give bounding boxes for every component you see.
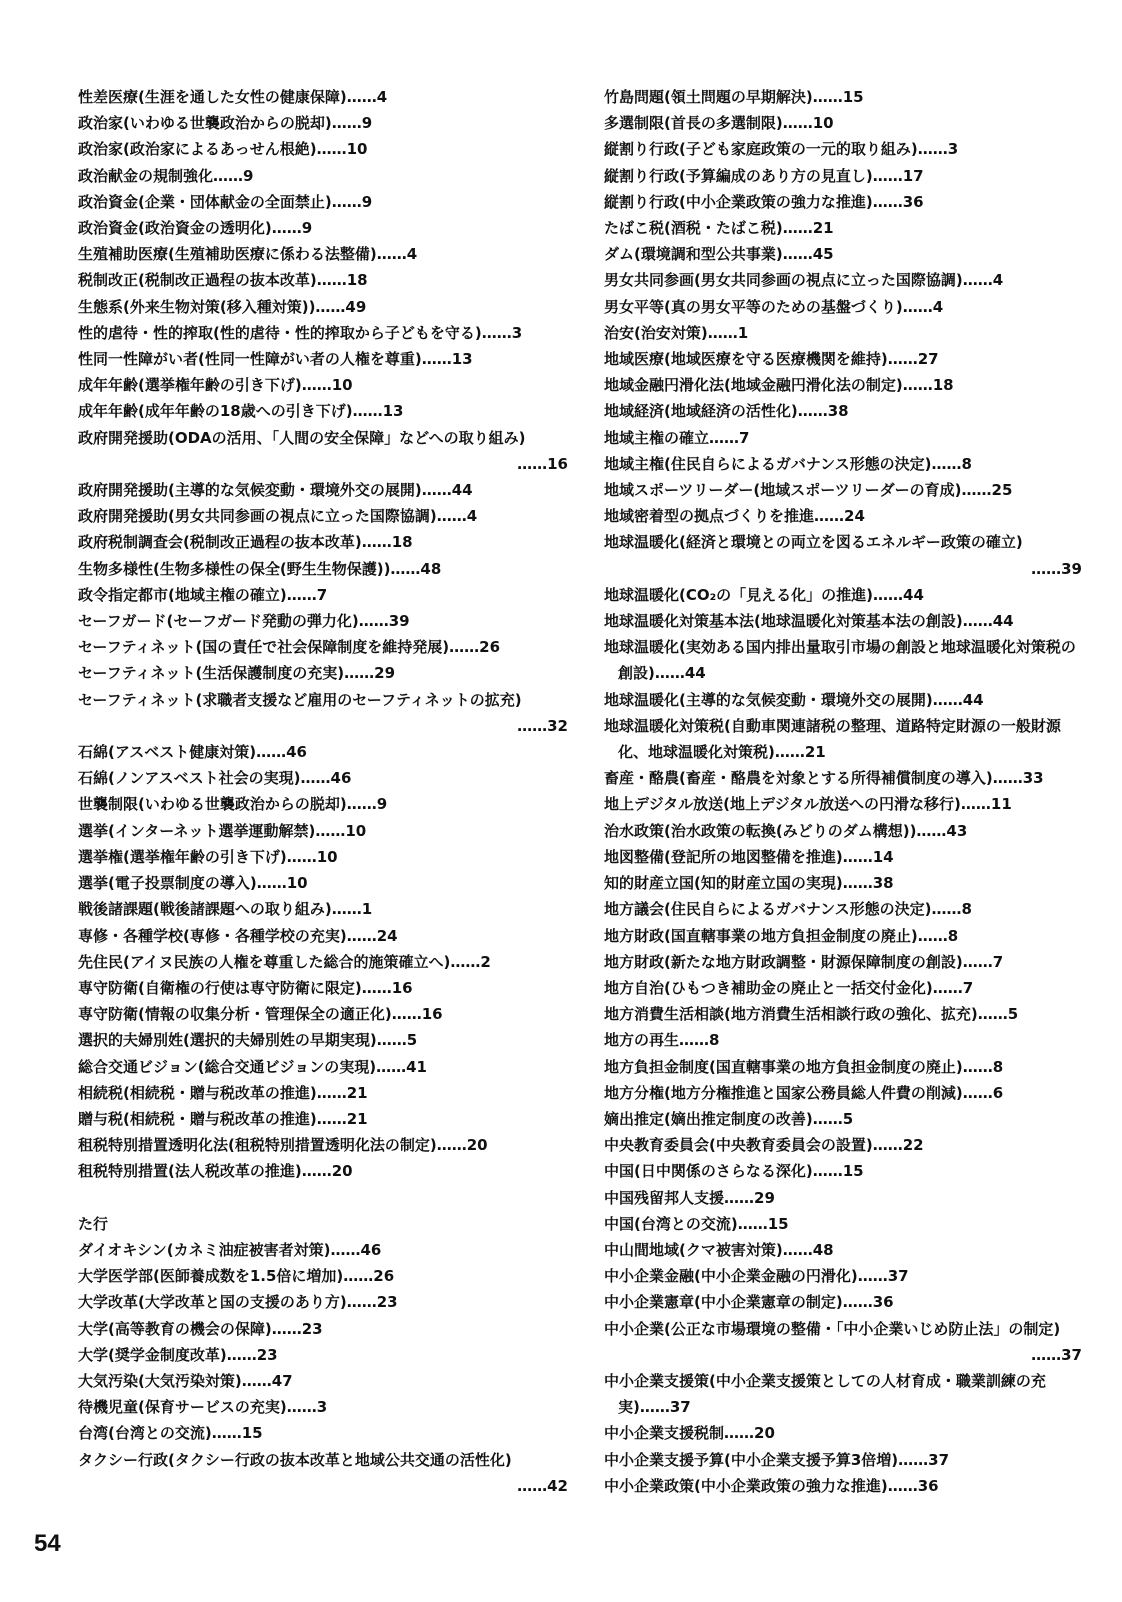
index-entry: 先住民(アイヌ民族の人権を尊重した総合的施策確立へ)……2 xyxy=(78,952,491,971)
index-entry: セーフティネット(国の責任で社会保障制度を維持発展)……26 xyxy=(78,638,501,657)
index-entry: 生態系(外来生物対策(移入種対策))……49 xyxy=(78,297,367,316)
section-heading: た行 xyxy=(78,1214,109,1233)
index-column-right xyxy=(604,84,1082,1499)
index-entry: 待機児童(保育サービスの充実)……3 xyxy=(78,1398,328,1417)
index-entry-group xyxy=(78,477,568,687)
entry-text: セーフティネット(求職者支援など雇用のセーフティネットの拡充) xyxy=(78,690,522,709)
entry-page-ref: ……32 xyxy=(517,716,568,735)
index-entry: 政府開発援助(主導的な気候変動・環境外交の展開)……44 xyxy=(78,481,473,500)
index-entry: ダイオキシン(カネミ油症被害者対策)……46 xyxy=(78,1240,382,1259)
index-entry: 中小企業支援策(中小企業支援策としての人材育成・職業訓練の充実)……37 xyxy=(604,1371,1046,1417)
index-entry: 地方議会(住民自らによるガバナンス形態の決定)……8 xyxy=(604,900,972,919)
index-entry: 中小企業支援税制……20 xyxy=(604,1424,775,1443)
index-entry: 地域医療(地域医療を守る医療機関を維持)……27 xyxy=(604,350,939,369)
index-entry: 政治家(政治家によるあっせん根絶)……10 xyxy=(78,140,368,159)
index-entry: 地方財政(新たな地方財政調整・財源保障制度の創設)……7 xyxy=(604,952,1004,971)
index-entry: 中国(日中関係のさらなる深化)……15 xyxy=(604,1162,864,1181)
index-entry xyxy=(604,529,1082,581)
index-entry: 男女共同参画(男女共同参画の視点に立った国際協調)……4 xyxy=(604,271,1004,290)
index-entry: 竹島問題(領土問題の早期解決)……15 xyxy=(604,88,864,106)
index-entry: 戦後諸課題(戦後諸課題への取り組み)……1 xyxy=(78,900,373,919)
index-entry: 中小企業憲章(中小企業憲章の制定)……36 xyxy=(604,1293,894,1312)
index-column-left xyxy=(78,84,568,1499)
index-entry: 生殖補助医療(生殖補助医療に係わる法整備)……4 xyxy=(78,245,418,264)
index-entry: 成年年齢(成年年齢の18歳への引き下げ)……13 xyxy=(78,402,404,421)
index-entry-group xyxy=(78,1237,568,1447)
index-entry: 大学改革(大学改革と国の支援のあり方)……23 xyxy=(78,1293,398,1312)
index-entry: 性同一性障がい者(性同一性障がい者の人権を尊重)……13 xyxy=(78,350,473,369)
index-entry-group xyxy=(604,1368,1082,1499)
index-entry: 地域密着型の拠点づくりを推進……24 xyxy=(604,507,865,526)
index-entry-group xyxy=(78,84,568,425)
index-entry: 中国残留邦人支援……29 xyxy=(604,1188,775,1207)
index-entry: 中小企業政策(中小企業政策の強力な推進)……36 xyxy=(604,1476,939,1495)
index-entry: 選択的夫婦別姓(選択的夫婦別姓の早期実現)……5 xyxy=(78,1031,418,1050)
index-entry xyxy=(78,425,568,477)
index-entry: 知的財産立国(知的財産立国の実現)……38 xyxy=(604,874,894,893)
index-entry: 政令指定都市(地域主権の確立)……7 xyxy=(78,585,328,604)
index-entry: 専修・各種学校(専修・各種学校の充実)……24 xyxy=(78,926,398,945)
index-entry: 地球温暖化対策税(自動車関連諸税の整理、道路特定財源の一般財源化、地球温暖化対策税)……21 xyxy=(604,716,1061,762)
index-entry: 治安(治安対策)……1 xyxy=(604,323,749,342)
index-entry: 地図整備(登記所の地図整備を推進)……14 xyxy=(604,847,894,866)
index-entry: 政治資金(企業・団体献金の全面禁止)……9 xyxy=(78,192,373,211)
entry-text: 中小企業(公正な市場環境の整備・「中小企業いじめ防止法」の制定) xyxy=(604,1319,1061,1338)
index-entry: 専守防衛(自衛権の行使は専守防衛に限定)……16 xyxy=(78,978,413,997)
index-entry xyxy=(604,1316,1082,1368)
index-entry: 政府開発援助(男女共同参画の視点に立った国際協調)……4 xyxy=(78,507,478,526)
index-entry: 地域主権(住民自らによるガバナンス形態の決定)……8 xyxy=(604,454,972,473)
index-entry: 贈与税(相続税・贈与税改革の推進)……21 xyxy=(78,1109,368,1128)
index-entry: 地域主権の確立……7 xyxy=(604,428,750,447)
index-entry: 性差医療(生涯を通した女性の健康保障)……4 xyxy=(78,88,388,106)
index-entry: 大気汚染(大気汚染対策)……47 xyxy=(78,1371,293,1390)
index-entry: 畜産・酪農(畜産・酪農を対象とする所得補償制度の導入)……33 xyxy=(604,769,1044,788)
index-entry: セーフガード(セーフガード発動の弾力化)……39 xyxy=(78,612,410,631)
index-entry: 大学医学部(医師養成数を1.5倍に増加)……26 xyxy=(78,1267,395,1286)
index-entry: 石綿(アスベスト健康対策)……46 xyxy=(78,743,307,762)
index-entry: 地方自治(ひもつき補助金の廃止と一括交付金化)……7 xyxy=(604,978,974,997)
index-entry: 地方の再生……8 xyxy=(604,1031,720,1050)
index-entry: 地域金融円滑化法(地域金融円滑化法の制定)……18 xyxy=(604,376,954,395)
index-entry: 大学(高等教育の機会の保障)……23 xyxy=(78,1319,323,1338)
index-entry: 中国(台湾との交流)……15 xyxy=(604,1214,789,1233)
index-entry: 中小企業支援予算(中小企業支援予算3倍増)……37 xyxy=(604,1450,950,1469)
entry-page-ref: ……16 xyxy=(517,454,568,473)
index-entry: 台湾(台湾との交流)……15 xyxy=(78,1424,263,1443)
index-entry: 地域経済(地域経済の活性化)……38 xyxy=(604,402,849,421)
index-entry xyxy=(78,1447,568,1499)
index-entry: 選挙(インターネット選挙運動解禁)……10 xyxy=(78,821,367,840)
index-entry: 大学(奨学金制度改革)……23 xyxy=(78,1345,278,1364)
index-entry: セーフティネット(生活保護制度の充実)……29 xyxy=(78,664,396,683)
index-entry xyxy=(78,687,568,739)
index-entry: 政治資金(政治資金の透明化)……9 xyxy=(78,219,313,238)
index-entry: 地球温暖化(CO₂の「見える化」の推進)……44 xyxy=(604,585,924,604)
index-entry: 地球温暖化(主導的な気候変動・環境外交の展開)……44 xyxy=(604,690,984,709)
index-entry: 中山間地域(クマ被害対策)……48 xyxy=(604,1240,834,1259)
index-entry: 地球温暖化対策基本法(地球温暖化対策基本法の創設)……44 xyxy=(604,612,1014,631)
entry-page-ref: ……42 xyxy=(517,1476,568,1495)
index-entry: 石綿(ノンアスベスト社会の実現)……46 xyxy=(78,769,352,788)
index-entry: 専守防衛(情報の収集分析・管理保全の適正化)……16 xyxy=(78,1005,443,1024)
index-entry: 縦割り行政(中小企業政策の強力な推進)……36 xyxy=(604,192,924,211)
page-number: 54 xyxy=(34,1530,61,1557)
index-entry-group xyxy=(604,84,1082,529)
index-entry: 地球温暖化(実効ある国内排出量取引市場の創設と地球温暖化対策税の創設)……44 xyxy=(604,638,1076,683)
index-entry: 租税特別措置透明化法(租税特別措置透明化法の制定)……20 xyxy=(78,1136,488,1155)
entry-text: タクシー行政(タクシー行政の抜本改革と地域公共交通の活性化) xyxy=(78,1450,512,1469)
index-entry: 租税特別措置(法人税改革の推進)……20 xyxy=(78,1162,353,1181)
index-entry: 地方消費生活相談(地方消費生活相談行政の強化、拡充)……5 xyxy=(604,1005,1019,1024)
index-entry: 総合交通ビジョン(総合交通ビジョンの実現)……41 xyxy=(78,1057,427,1076)
index-entry: 嫡出推定(嫡出推定制度の改善)……5 xyxy=(604,1109,854,1128)
index-entry-group xyxy=(78,739,568,1184)
index-entry: 性的虐待・性的搾取(性的虐待・性的搾取から子どもを守る)……3 xyxy=(78,323,523,342)
index-entry: 男女平等(真の男女平等のための基盤づくり)……4 xyxy=(604,297,944,316)
index-entry: 地方分権(地方分権推進と国家公務員総人件費の削減)……6 xyxy=(604,1083,1004,1102)
index-entry: 多選制限(首長の多選制限)……10 xyxy=(604,114,834,133)
index-entry: 生物多様性(生物多様性の保全(野生生物保護))……48 xyxy=(78,559,442,578)
index-entry: 選挙権(選挙権年齢の引き下げ)……10 xyxy=(78,847,338,866)
index-entry: ダム(環境調和型公共事業)……45 xyxy=(604,245,834,264)
index-entry: 世襲制限(いわゆる世襲政治からの脱却)……9 xyxy=(78,795,388,814)
index-entry: 相続税(相続税・贈与税改革の推進)……21 xyxy=(78,1083,368,1102)
index-entry: 地上デジタル放送(地上デジタル放送への円滑な移行)……11 xyxy=(604,795,1012,814)
index-entry: 成年年齢(選挙権年齢の引き下げ)……10 xyxy=(78,376,353,395)
index-entry: 選挙(電子投票制度の導入)……10 xyxy=(78,874,308,893)
index-entry: 税制改正(税制改正過程の抜本改革)……18 xyxy=(78,271,368,290)
entry-text: 地球温暖化(経済と環境との両立を図るエネルギー政策の確立) xyxy=(604,533,1023,552)
index-entry: 縦割り行政(予算編成のあり方の見直し)……17 xyxy=(604,166,924,185)
index-entry: 縦割り行政(子ども家庭政策の一元的取り組み)……3 xyxy=(604,140,959,159)
entry-page-ref: ……39 xyxy=(1031,559,1082,578)
index-entry: 政府税制調査会(税制改正過程の抜本改革)……18 xyxy=(78,533,413,552)
index-entry: 地域スポーツリーダー(地域スポーツリーダーの育成)……25 xyxy=(604,481,1013,500)
index-entry: たばこ税(酒税・たばこ税)……21 xyxy=(604,219,834,238)
index-entry: 中小企業金融(中小企業金融の円滑化)……37 xyxy=(604,1267,909,1286)
entry-text: 政府開発援助(ODAの活用、「人間の安全保障」などへの取り組み) xyxy=(78,428,526,447)
index-entry: 治水政策(治水政策の転換(みどりのダム構想))……43 xyxy=(604,821,968,840)
index-entry: 地方財政(国直轄事業の地方負担金制度の廃止)……8 xyxy=(604,926,959,945)
index-entry-group xyxy=(604,582,1082,1316)
index-entry: 政治家(いわゆる世襲政治からの脱却)……9 xyxy=(78,114,373,133)
index-entry: 中央教育委員会(中央教育委員会の設置)……22 xyxy=(604,1136,924,1155)
entry-page-ref: ……37 xyxy=(1031,1345,1082,1364)
index-entry: 政治献金の規制強化……9 xyxy=(78,166,254,185)
index-entry: 地方負担金制度(国直轄事業の地方負担金制度の廃止)……8 xyxy=(604,1057,1004,1076)
